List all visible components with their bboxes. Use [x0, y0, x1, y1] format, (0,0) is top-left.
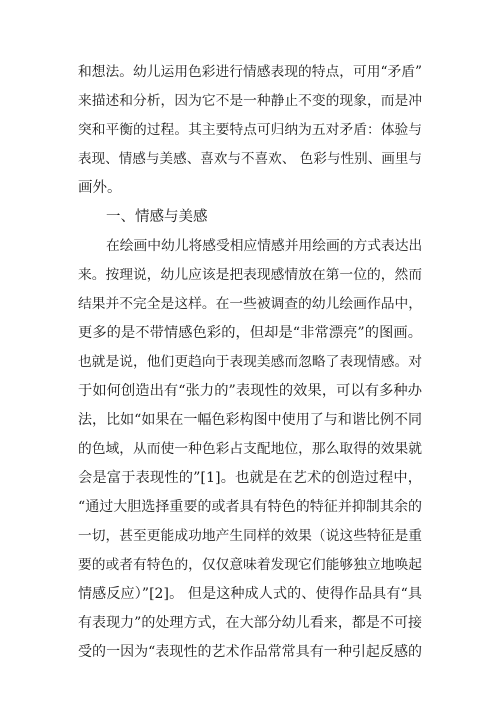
section-heading: 一、情感与美感 [106, 209, 208, 225]
paragraph-2-line-6: 于如何创造出有“张力的”表现性的效果，可以有多种办 [78, 383, 422, 399]
paragraph-2-line-2: 来。按理说，幼儿应该是把表现感情放在第一位的，然而 [78, 267, 422, 283]
paragraph-2-line-4: 更多的是不带情感色彩的，但却是“非常漂亮”的图画。 [78, 325, 422, 341]
paragraph-2-line-1: 在绘画中幼儿将感受相应情感并用绘画的方式表达出 [106, 238, 423, 254]
paragraph-2-line-10: “通过大胆选择重要的或者具有特色的特征并抑制其余的 [78, 499, 422, 515]
paragraph-2-line-9: 会是富于表现性的”[1]。也就是在艺术的创造过程中， [78, 470, 422, 486]
paragraph-1-line-1: 和想法。幼儿运用色彩进行情感表现的特点，可用“矛盾” [78, 64, 423, 80]
paragraph-2-line-5: 也就是说，他们更趋向于表现美感而忽略了表现情感。对 [78, 354, 422, 370]
paragraph-1-line-2: 来描述和分析，因为它不是一种静止不变的现象，而是冲 [78, 93, 422, 109]
paragraph-2-line-3: 结果并不完全是这样。在一些被调查的幼儿绘画作品中， [78, 296, 422, 312]
paragraph-2-line-11: 一切，甚至更能成功地产生同样的效果（说这些特征是重 [78, 528, 422, 544]
paragraph-1-line-4: 表现、情感与美感、喜欢与不喜欢、 色彩与性别、画里与 [78, 151, 422, 167]
paragraph-1-line-3: 突和平衡的过程。其主要特点可归纳为五对矛盾：体验与 [78, 122, 422, 138]
paragraph-2-line-12: 要的或者有特色的，仅仅意味着发现它们能够独立地唤起 [78, 557, 422, 573]
paragraph-2-line-8: 的色域，从而使一种色彩占支配地位，那么取得的效果就 [78, 441, 422, 457]
paragraph-2-line-14: 有表现力”的处理方式，在大部分幼儿看来，都是不可接 [78, 615, 422, 631]
paragraph-2-line-15: 受的一因为“表现性的艺术作品常常具有一种引起反感的 [78, 644, 422, 660]
paragraph-2-line-7: 法，比如“如果在一幅色彩构图中使用了与和谐比例不同 [78, 412, 422, 428]
paragraph-1-line-5: 画外。 [78, 180, 122, 196]
paragraph-2-line-13: 情感反应）”[2]。 但是这种成人式的、使得作品具有“具 [78, 586, 422, 602]
